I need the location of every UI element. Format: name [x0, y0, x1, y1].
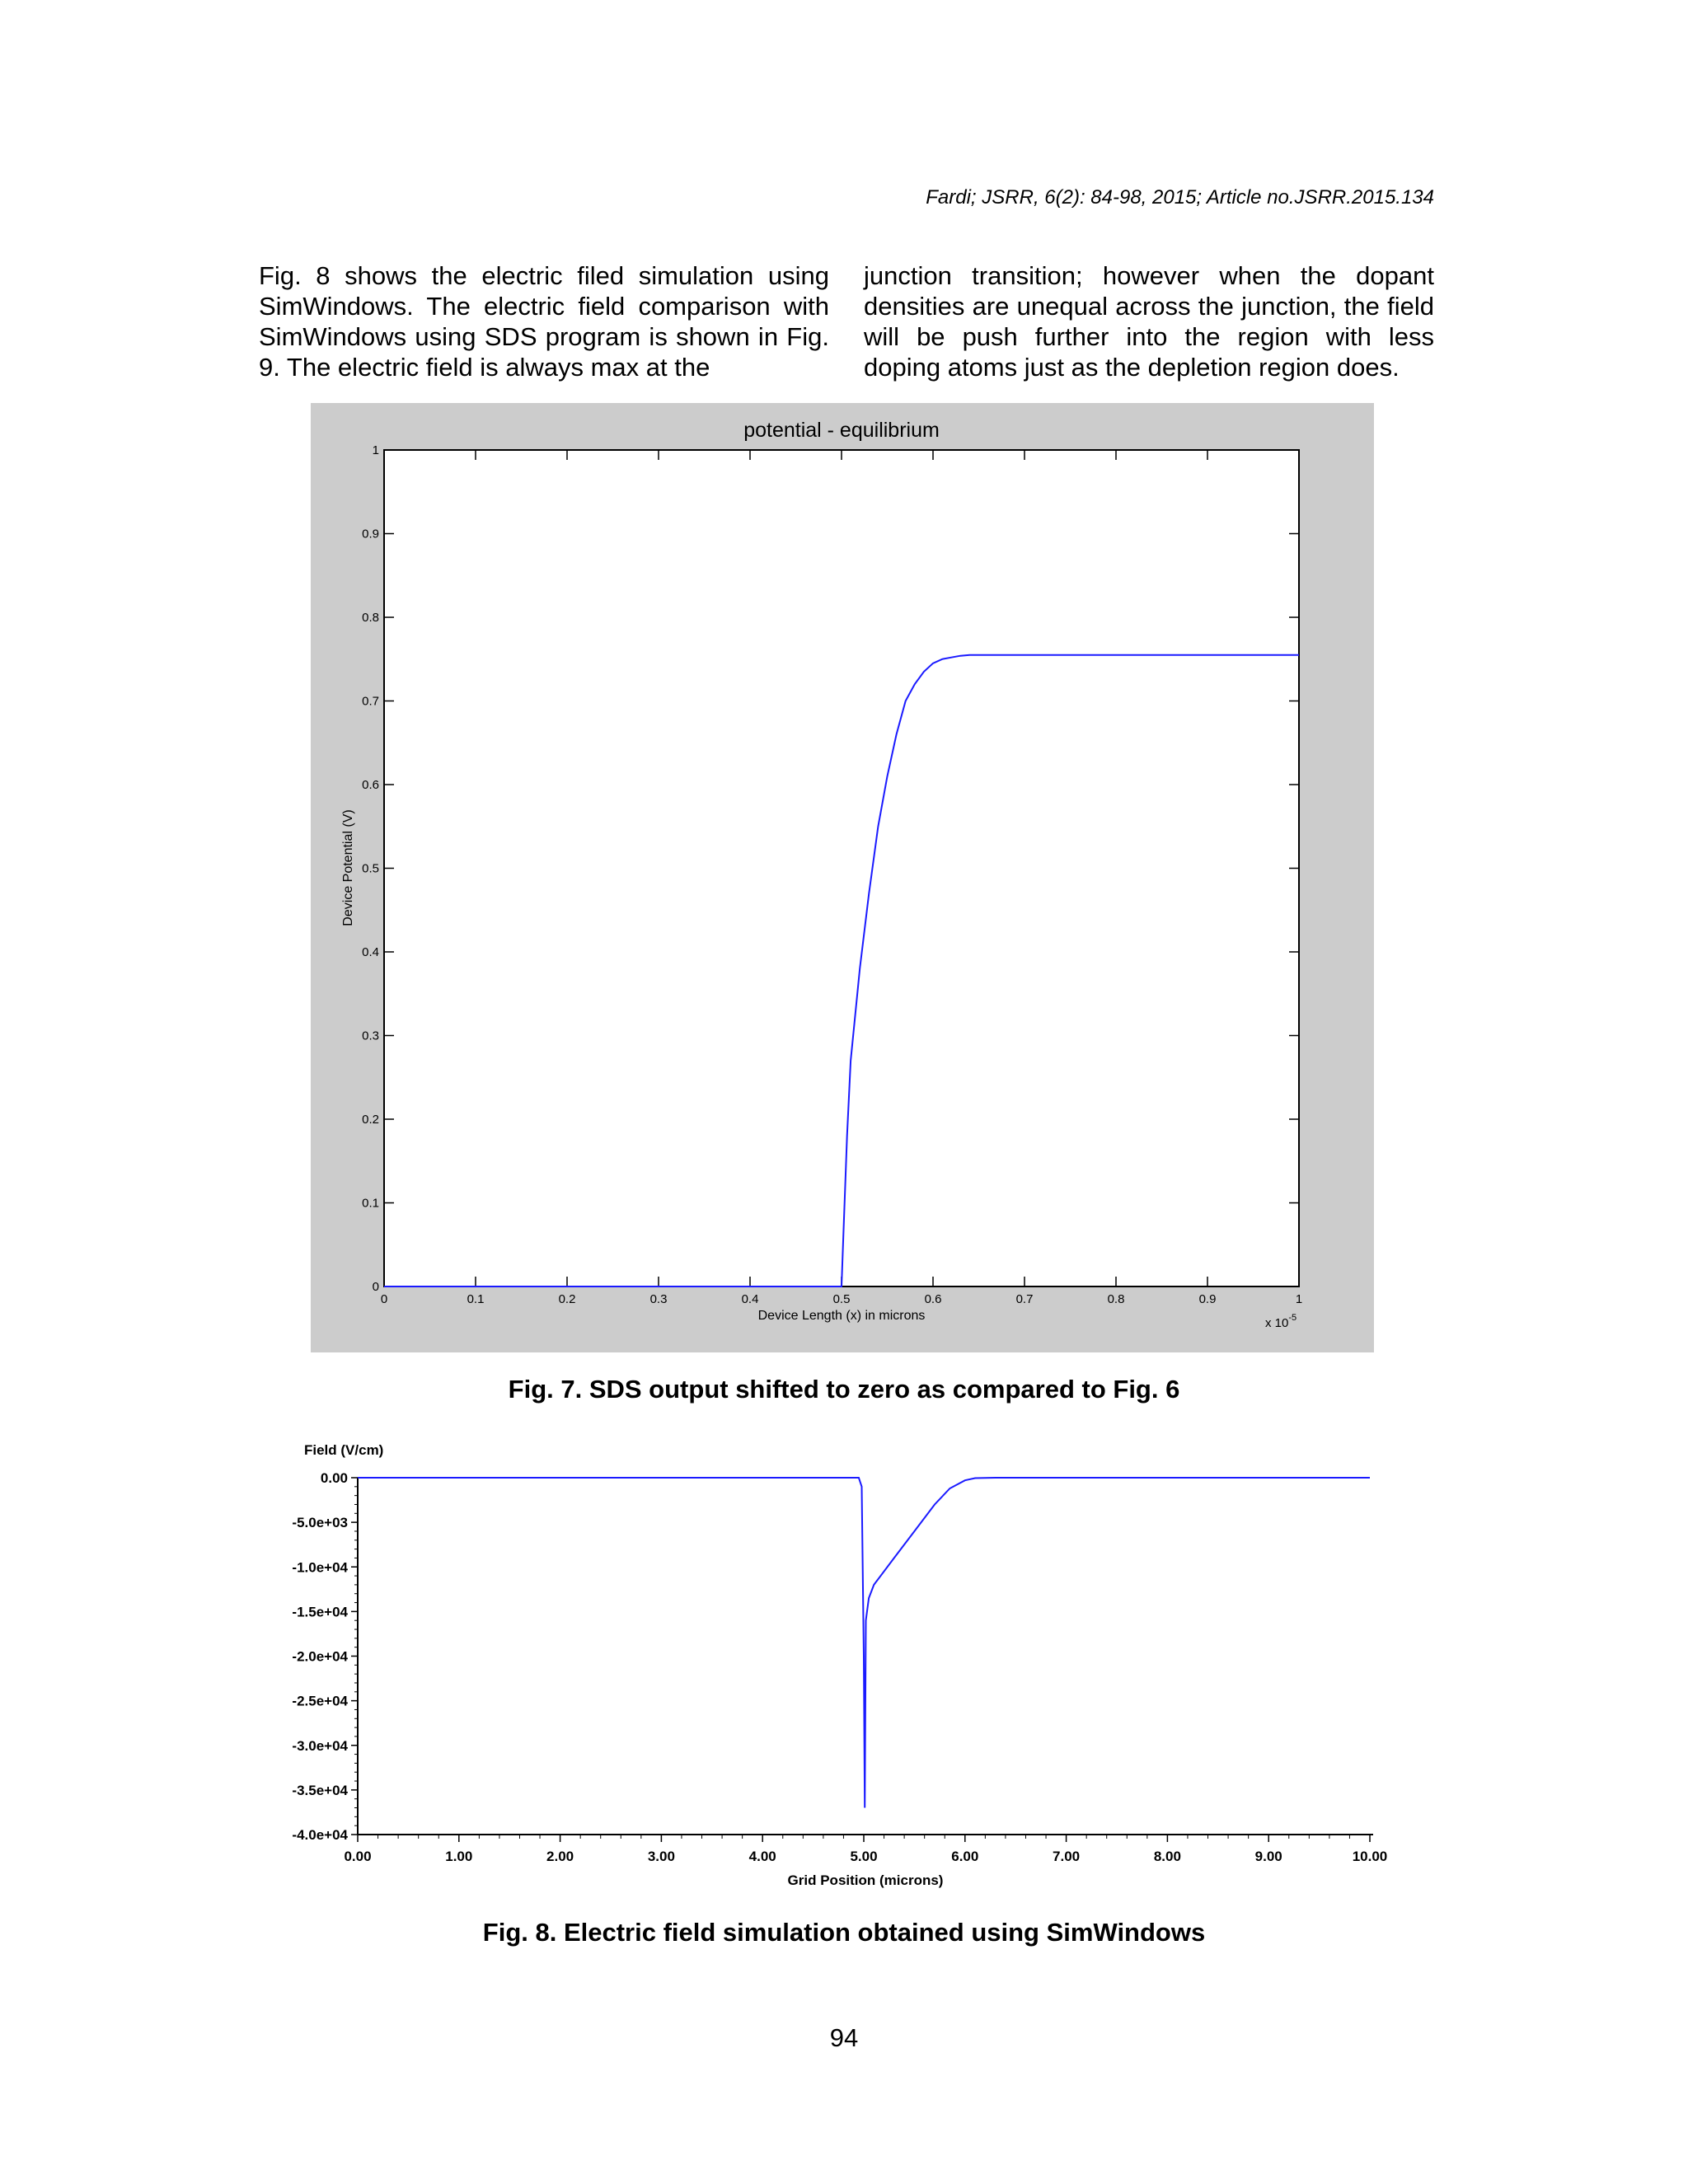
fig8-x-tick-label: 0.00: [344, 1849, 372, 1864]
fig7-xlabel: Device Length (x) in microns: [757, 1309, 926, 1323]
fig8-x-tick-label: 8.00: [1153, 1849, 1181, 1864]
fig7-y-tick-label: 1: [372, 443, 379, 457]
fig7-ylabel: Device Potential (V): [341, 809, 355, 926]
fig7-x-tick-label: 0.8: [1107, 1292, 1125, 1306]
fig7-y-tick-label: 0.3: [362, 1029, 379, 1043]
fig7-y-tick-label: 0.2: [362, 1113, 379, 1127]
fig8-field-line: [358, 1478, 1370, 1808]
fig8-x-tick-label: 9.00: [1254, 1849, 1282, 1864]
fig7-y-tick-label: 0.7: [362, 694, 379, 709]
fig8-x-tick-label: 5.00: [850, 1849, 878, 1864]
fig7-x-tick-label: 0.7: [1015, 1292, 1034, 1306]
fig8-y-tick-label: -1.5e+04: [292, 1604, 348, 1620]
fig7-x-multiplier-exponent: -5: [1288, 1313, 1297, 1323]
fig7-x-tick-label: 0.2: [558, 1292, 576, 1306]
fig8-y-tick-label: -2.0e+04: [292, 1648, 348, 1665]
fig8-caption: Fig. 8. Electric field simulation obtained using SimWindows: [482, 1918, 1206, 1947]
fig8-xlabel: Grid Position (microns): [787, 1872, 944, 1888]
fig8-x-tick-label: 1.00: [445, 1849, 473, 1864]
fig8-y-tick-label: -2.5e+04: [292, 1693, 348, 1709]
running-header: Fardi; JSRR, 6(2): 84-98, 2015; Article no.JSRR.2015.134: [926, 186, 1434, 209]
fig7-y-tick-label: 0.9: [362, 527, 379, 541]
body-text-left-column: Fig. 8 shows the electric filed simulation using SimWindows. The electric field comparison with SimWindows using SDS program is shown in Fig. 9. The electric field is always max at the: [259, 261, 829, 382]
fig7-x-tick-label: 0.3: [649, 1292, 668, 1306]
fig7-caption: Fig. 7. SDS output shifted to zero as compared to Fig. 6: [508, 1375, 1180, 1404]
fig7-x-tick-label: 0.5: [832, 1292, 851, 1306]
fig8-x-ticks: [344, 1835, 1387, 1864]
fig7-x-tick-label: 0.4: [741, 1292, 759, 1306]
fig8-y-tick-label: -5.0e+03: [292, 1515, 348, 1531]
fig7-y-tick-label: 0.5: [362, 861, 379, 876]
fig7-x-tick-label: 0.6: [924, 1292, 942, 1306]
fig7-y-tick-label: 0: [372, 1280, 379, 1294]
fig7-x-tick-label: 0: [380, 1292, 388, 1306]
fig8-x-tick-label: 3.00: [647, 1849, 675, 1864]
fig7-x-multiplier: x $10^{-5}$: [1265, 1313, 1297, 1330]
fig8-ylabel: Field (V/cm): [304, 1442, 384, 1458]
fig7-y-tick-label: 0.1: [362, 1196, 379, 1211]
fig8-y-tick-label: -3.0e+04: [292, 1737, 348, 1754]
fig8-y-tick-label: -4.0e+04: [292, 1827, 348, 1843]
fig8-x-tick-label: 7.00: [1053, 1849, 1081, 1864]
fig8-y-tick-label: -3.5e+04: [292, 1782, 348, 1798]
fig7-x-tick-label: 0.1: [467, 1292, 485, 1306]
fig8-y-tick-label: -1.0e+04: [292, 1559, 348, 1576]
fig7-y-tick-label: 0.4: [362, 945, 379, 959]
fig8-x-tick-label: 10.00: [1352, 1849, 1388, 1864]
fig8-y-tick-label: 0.00: [320, 1470, 348, 1486]
fig7-x-tick-label: 0.9: [1198, 1292, 1217, 1306]
body-text-right-column: junction transition; however when the dopant densities are unequal across the junction, the field will be push further into the region with less doping atoms just as the depletion region does.: [864, 261, 1434, 382]
fig7-title: potential - equilibrium: [743, 419, 940, 442]
fig8-y-ticks: [292, 1470, 358, 1843]
fig7-y-tick-label: 0.8: [362, 611, 379, 625]
fig8-x-tick-label: 4.00: [748, 1849, 776, 1864]
page-number: 94: [829, 2023, 859, 2052]
fig7-x-tick-label: 1: [1295, 1292, 1303, 1306]
fig8-x-tick-label: 2.00: [546, 1849, 574, 1864]
fig7-y-tick-label: 0.6: [362, 778, 379, 792]
fig8-x-tick-label: 6.00: [951, 1849, 979, 1864]
